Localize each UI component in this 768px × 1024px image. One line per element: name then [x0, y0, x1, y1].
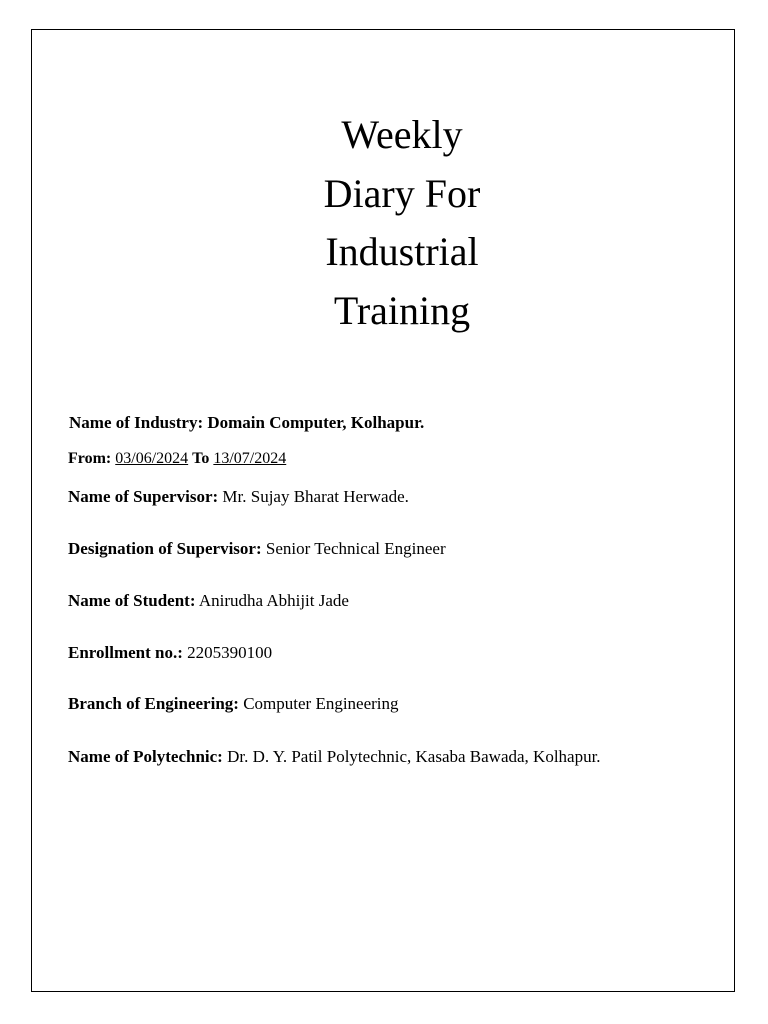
to-date: 13/07/2024	[213, 450, 287, 467]
enrollment-value: 2205390100	[187, 643, 273, 662]
student-value: Anirudha Abhijit Jade	[198, 591, 349, 610]
title-line-1: Weekly	[341, 112, 463, 157]
student-label: Name of Student:	[68, 591, 196, 610]
supervisor-label: Name of Supervisor:	[68, 487, 219, 506]
title-line-2: Diary For	[323, 170, 481, 216]
from-label: From:	[68, 450, 112, 467]
branch-value: Computer Engineering	[243, 694, 399, 713]
industry-label: Name of Industry:	[69, 413, 204, 432]
supervisor-field	[68, 487, 409, 507]
branch-field	[68, 694, 399, 714]
from-date: 03/06/2024	[115, 450, 189, 467]
title-line-4: Training	[333, 287, 471, 333]
designation-label: Designation of Supervisor:	[68, 539, 262, 558]
student-field	[68, 591, 349, 611]
polytechnic-label: Name of Polytechnic:	[68, 747, 223, 766]
training-period	[68, 450, 286, 468]
designation-field	[68, 539, 446, 559]
designation-value: Senior Technical Engineer	[265, 539, 446, 558]
industry-value: Domain Computer, Kolhapur.	[207, 413, 425, 432]
document-title	[0, 106, 768, 340]
industry-field	[69, 413, 424, 433]
polytechnic-value: Dr. D. Y. Patil Polytechnic, Kasaba Bawada, Kolhapur.	[227, 747, 601, 766]
branch-label: Branch of Engineering:	[68, 694, 239, 713]
enrollment-label: Enrollment no.:	[68, 643, 183, 662]
title-line-3: Industrial	[325, 229, 479, 274]
to-label: To	[192, 450, 210, 467]
enrollment-field	[68, 643, 272, 663]
supervisor-value: Mr. Sujay Bharat Herwade.	[222, 487, 409, 506]
polytechnic-field	[68, 747, 601, 767]
